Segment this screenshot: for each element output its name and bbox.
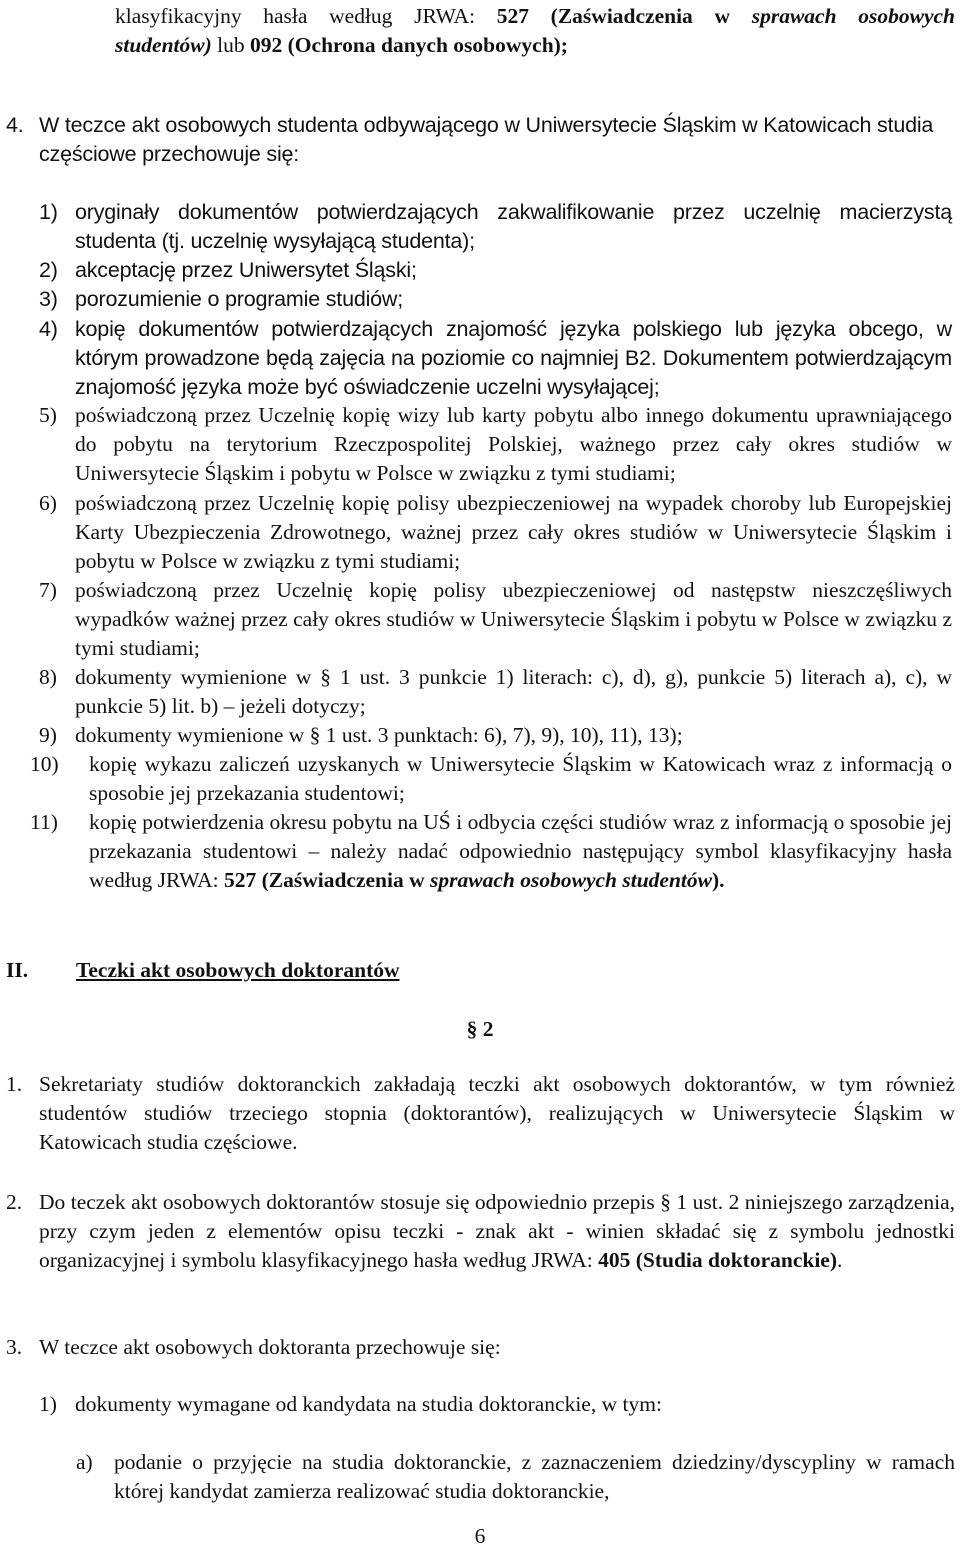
list-item-number: 10) <box>30 752 59 776</box>
section-roman-numeral: II. <box>6 958 29 982</box>
paragraph-number: 1. <box>6 1072 23 1096</box>
list-item-number: 5) <box>39 403 57 427</box>
list-item-number: 6) <box>39 491 57 515</box>
sub-list-item <box>76 1448 955 1508</box>
section-title: Teczki akt osobowych doktorantów <box>76 958 400 982</box>
paragraph-text: Do teczek akt osobowych doktorantów stosuje się odpowiednio przepis § 1 ust. 2 niniejszego zarządzenia, przy czym jeden z elementów opisu teczki - znak akt - winien składać się z symbolu jednostki organizacyjnej i symbolu klasyfikacyjnego hasła według JRWA: 405 (Studia doktoranckie). <box>39 1190 955 1272</box>
section2-paragraph-2 <box>6 1188 955 1308</box>
intro-bold-2: 092 (Ochrona danych osobowych); <box>250 33 568 57</box>
list-item-number: 2) <box>39 258 58 282</box>
list-item-text: porozumienie o programie studiów; <box>75 287 404 311</box>
page-number: 6 <box>474 1524 486 1548</box>
intro-continuation <box>115 2 955 60</box>
paragraph-text: W teczce akt osobowych doktoranta przechowuje się: <box>39 1335 501 1359</box>
list-item-text: kopię wykazu zaliczeń uzyskanych w Uniwersytecie Śląskim w Katowicach wraz z informacją o sposobie jej przekazania studentowi; <box>89 752 952 805</box>
intro-text-2: lub <box>211 33 251 57</box>
list-item-text: akceptację przez Uniwersytet Śląski; <box>75 258 417 282</box>
list-item-number: 1) <box>39 200 58 224</box>
list-item-number: 9) <box>39 723 57 747</box>
list-item-number: 11) <box>30 810 58 834</box>
list-item-text: dokumenty wymienione w § 1 ust. 3 punktach: 6), 7), 9), 10), 11), 13); <box>75 723 683 747</box>
list-item-text: dokumenty wymagane od kandydata na studia doktoranckie, w tym: <box>75 1392 662 1416</box>
list-item-text: kopię dokumentów potwierdzających znajomość języka polskiego lub języka obcego, w którym prowadzone będą zajęcia na poziomie co najmniej B2. Dokumentem potwierdzającym znajomość języka może być oświadczenie uczelni wysyłającej; <box>75 317 952 399</box>
paragraph-text: W teczce akt osobowych studenta odbywającego w Uniwersytecie Śląskim w Katowicach studia częściowe przechowuje się: <box>39 113 934 166</box>
list-item-number: 8) <box>39 665 57 689</box>
intro-text: klasyfikacyjny hasła według JRWA: <box>115 4 497 28</box>
paragraph-number: 2. <box>6 1190 23 1214</box>
list-item-number: 1) <box>39 1392 57 1416</box>
list-item-text: kopię potwierdzenia okresu pobytu na UŚ i odbycia części studiów wraz z informacją o sposobie jej przekazania studentowi – należy nadać odpowiednio następujący symbol klasyfikacyjny hasła według JRWA: 527 (Zaświadczenia w sprawach osobowych studentów). <box>89 810 952 892</box>
list-item-text: dokumenty wymienione w § 1 ust. 3 punkcie 1) literach: c), d), g), punkcie 5) literach a), c), w punkcie 5) lit. b) – jeżeli dotyczy; <box>75 665 952 718</box>
list-item-text: poświadczoną przez Uczelnię kopię wizy lub karty pobytu albo innego dokumentu uprawniającego do pobytu na terytorium Rzeczpospolitej Polskiej, ważnego przez cały okres studiów w Uniwersytecie Śląskim i pobytu w Polsce w związku z tymi studiami; <box>75 403 952 485</box>
intro-bold-italic-2: studentów) <box>115 33 212 57</box>
intro-bold: 527 (Zaświadczenia w <box>496 4 752 28</box>
paragraph-sign: § 2 <box>466 1017 494 1041</box>
intro-bold-italic: sprawach osobowych <box>751 4 955 28</box>
list-item-text: poświadczoną przez Uczelnię kopię polisy ubezpieczeniowej na wypadek choroby lub Europejskiej Karty Ubezpieczenia Zdrowotnego, ważnej przez cały okres studiów w Uniwersytecie Śląskim i pobytu w Polsce w związku z tymi studiami; <box>75 491 952 573</box>
list-item-number: 3) <box>39 287 58 311</box>
list-item-text: poświadczoną przez Uczelnię kopię polisy ubezpieczeniowej od następstw nieszczęśliwych wypadków ważnej przez cały okres studiów w Uniwersytecie Śląskim i pobytu w Polsce w związku z tymi studiami; <box>75 578 952 660</box>
sub-item-letter: a) <box>76 1450 93 1474</box>
section2-paragraph-1 <box>6 1070 955 1160</box>
paragraph-text: Sekretariaty studiów doktoranckich zakładają teczki akt osobowych doktorantów, w tym również studentów studiów trzeciego stopnia (doktorantów), realizujących w Uniwersytecie Śląskim w Katowicach studia częściowe. <box>39 1072 955 1154</box>
list-item-number: 7) <box>39 578 57 602</box>
list-item-text: oryginały dokumentów potwierdzających zakwalifikowanie przez uczelnię macierzystą studenta (tj. uczelnię wysyłającą studenta); <box>75 200 952 253</box>
paragraph-number: 4. <box>6 113 24 137</box>
paragraph-4 <box>6 111 952 171</box>
sub-item-text: podanie o przyjęcie na studia doktoranckie, z zaznaczeniem dziedziny/dyscypliny w ramach której kandydat zamierza realizować studia doktoranckie, <box>114 1450 955 1503</box>
paragraph-number: 3. <box>6 1335 23 1359</box>
list-item-number: 4) <box>39 317 58 341</box>
